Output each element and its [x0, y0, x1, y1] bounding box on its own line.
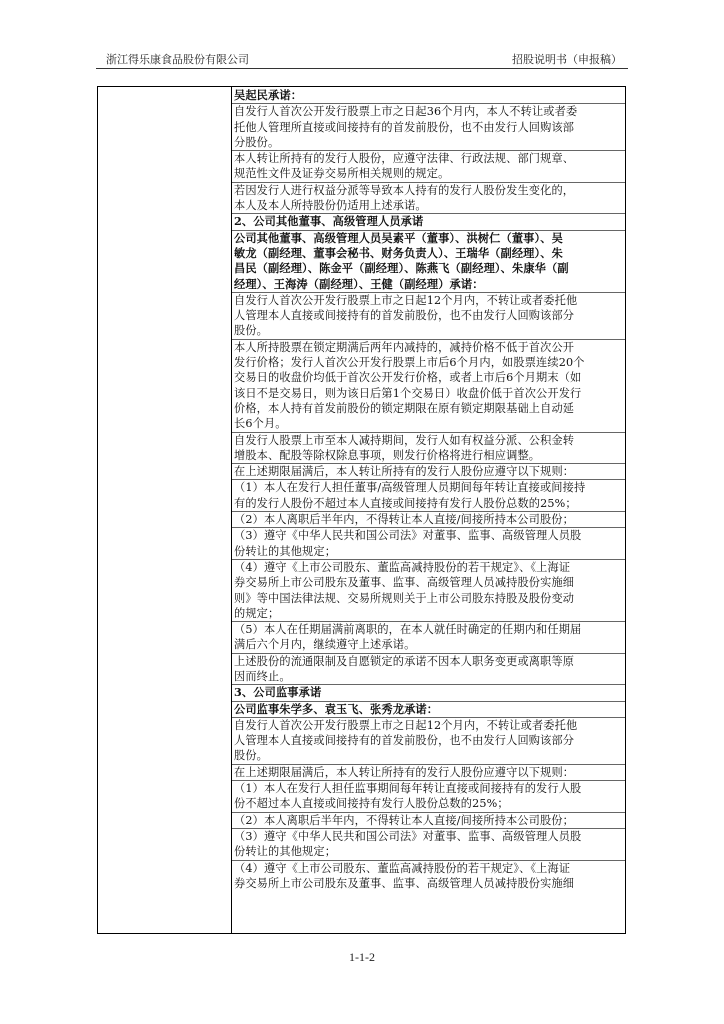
text-line: 托他人管理所直接或间接持有的首发前股份，也不由发行人回购该部 — [234, 120, 575, 134]
text-line: 规范性文件及证券交易所相关规则的规定。 — [234, 167, 450, 181]
text-line: 人管理本人直接或间接持有的首发前股份，也不由发行人回购该部分 — [234, 734, 575, 748]
text-line: 股份。 — [234, 749, 269, 763]
text-line: 交易日的收盘价均低于首次公开发行价格，或者上市后6个月期末（如 — [234, 371, 582, 385]
text-line: （4）遵守《上市公司股东、董监高减持股份的若干规定》、《上海证 — [234, 861, 571, 875]
text-line: 份转让的其他规定； — [234, 845, 337, 859]
text-line: 该日不是交易日，则为该日后第1个交易日）收盘价低于首次公开发行 — [234, 386, 582, 400]
text-line: 股份。 — [234, 324, 269, 338]
text-line: （3）遵守《中华人民共和国公司法》对董事、监事、高级管理人员股 — [234, 829, 582, 843]
text-line: 分股份。 — [234, 135, 280, 149]
page-header — [96, 48, 628, 68]
text-line: 长6个月。 — [234, 417, 287, 431]
company-name: 浙江得乐康食品股份有限公司 — [106, 53, 249, 66]
text-line: 发行价格；发行人首次公开发行股票上市后6个月内，如股票连续20个 — [234, 356, 585, 370]
commitment-text-cell — [232, 88, 625, 891]
text-line: 本人转让所持有的发行人股份，应遵守法律、行政法规、部门规章、 — [234, 152, 575, 166]
text-line: 价格，本人持有首发前股份的锁定期限在原有锁定期限基础上自动延 — [234, 401, 575, 415]
heading-line: 2、公司其他董事、高级管理人员承诺 — [234, 214, 424, 229]
text-line: 本人所持股票在锁定期满后两年内减持的，减持价格不低于首次公开 — [234, 340, 575, 354]
text-line: 的规定； — [234, 606, 280, 620]
text-line: 满后六个月内，继续遵守上述承诺。 — [234, 638, 416, 652]
text-line: 人管理本人直接或间接持有的首发前股份，也不由发行人回购该部分 — [234, 309, 575, 323]
text-line: 增股本、配股等除权除息事项，则发行价格将进行相应调整。 — [234, 448, 541, 462]
text-line: 本人及本人所持股份仍适用上述承诺。 — [234, 199, 427, 213]
heading-line: 吴起民承诺： — [234, 88, 303, 102]
text-line: （3）遵守《中华人民共和国公司法》对董事、监事、高级管理人员股 — [234, 529, 582, 543]
text-line: 自发行人股票上市至本人减持期间，发行人如有权益分派、公积金转 — [234, 433, 575, 447]
heading-line: 3、公司监事承诺 — [234, 685, 322, 700]
text-line: 自发行人首次公开发行股票上市之日起12个月内，不转让或者委托他 — [234, 718, 578, 732]
text-line: 有的发行人股份不超过本人直接或间接持有发行人股份总数的25%； — [234, 496, 577, 510]
text-line: 在上述期限届满后，本人转让所持有的发行人股份应遵守以下规则： — [234, 465, 575, 479]
text-line: （2）本人离职后半年内，不得转让本人直接/间接所持本公司股份； — [234, 513, 574, 527]
text-line: （1）本人在发行人担任监事期间每年转让直接或间接持有的发行人股 — [234, 782, 582, 796]
text-line: 自发行人首次公开发行股票上市之日起12个月内，不转让或者委托他 — [234, 293, 578, 307]
heading-line: 公司监事朱学多、袁玉飞、张秀龙承诺： — [234, 701, 439, 716]
header-rule — [96, 68, 628, 69]
text-line: 在上述期限届满后，本人转让所持有的发行人股份应遵守以下规则： — [234, 765, 575, 779]
text-line: 则》等中国法律法规、交易所规则关于上市公司股东持股及股份变动 — [234, 591, 575, 605]
page-footer — [0, 950, 724, 965]
heading-line: 公司其他董事、高级管理人员吴素平（董事）、洪树仁（董事）、吴 — [234, 230, 563, 245]
page-number: 1-1-2 — [349, 950, 375, 964]
text-line: 上述股份的流通限制及自愿锁定的承诺不因本人职务变更或离职等原 — [234, 654, 575, 668]
text-line: 份转让的其他规定； — [234, 544, 337, 558]
heading-line: 经理）、王海涛（副经理）、王健（副经理）承诺： — [234, 276, 484, 291]
text-line: 份不超过本人直接或间接持有发行人股份总数的25%； — [234, 797, 509, 811]
text-line: 券交易所上市公司股东及董事、监事、高级管理人员减持股份实施细 — [234, 576, 575, 590]
text-line: （2）本人离职后半年内，不得转让本人直接/间接所持本公司股份； — [234, 813, 574, 827]
text-line: （5）本人在任期届满前离职的，在本人就任时确定的任期内和任期届 — [234, 623, 582, 637]
heading-line: 敏龙（副经理、董事会秘书、财务负责人）、王瑞华（副经理）、朱 — [234, 245, 563, 260]
heading-line: 昌民（副经理）、陈金平（副经理）、陈燕飞（副经理）、朱康华（副 — [234, 261, 569, 276]
text-line: （1）本人在发行人担任董事/高级管理人员期间每年转让直接或间接持 — [234, 481, 586, 495]
text-line: 自发行人首次公开发行股票上市之日起36个月内，本人不转让或者委 — [234, 105, 578, 119]
document-title: 招股说明书（申报稿） — [512, 53, 622, 66]
text-line: 因而终止。 — [234, 669, 291, 683]
text-line: 若因发行人进行权益分派等导致本人持有的发行人股份发生变化的， — [234, 183, 575, 197]
text-line: 券交易所上市公司股东及董事、监事、高级管理人员减持股份实施细 — [234, 876, 575, 890]
text-line: （4）遵守《上市公司股东、董监高减持股份的若干规定》、《上海证 — [234, 560, 571, 574]
